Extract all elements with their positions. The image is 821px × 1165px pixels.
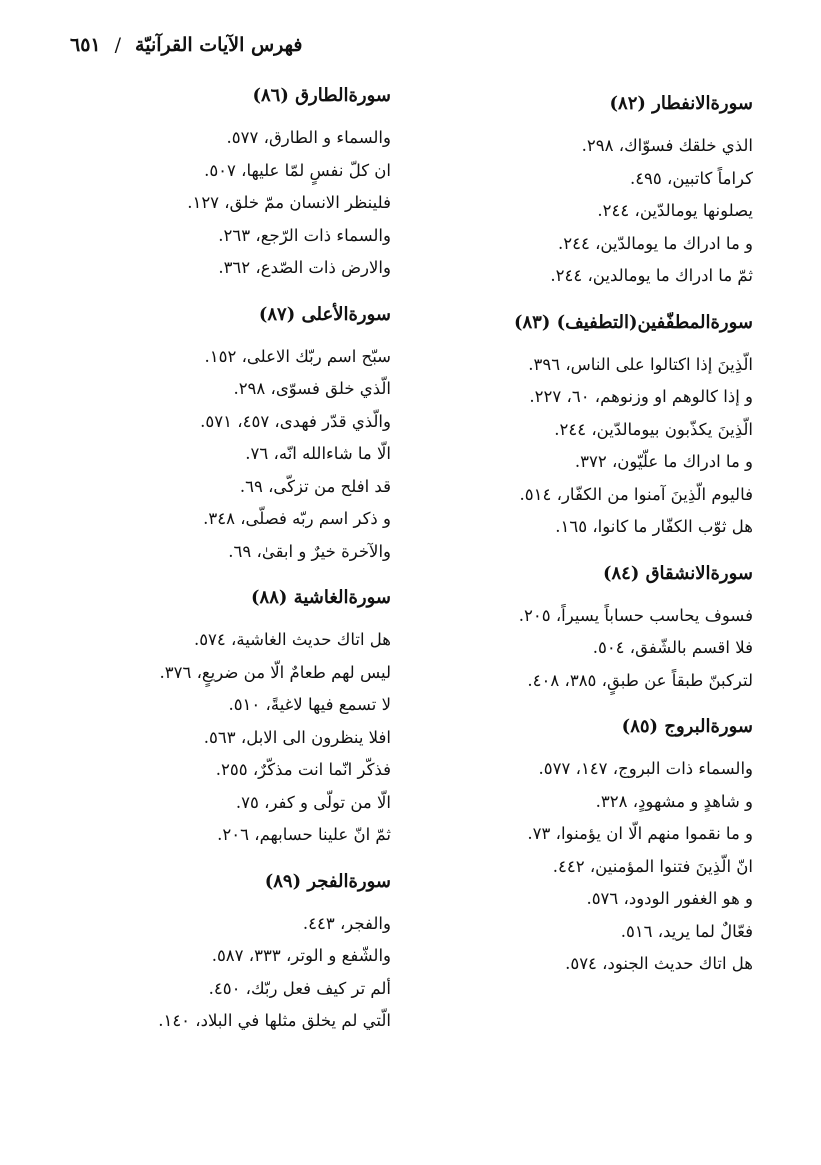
- verse-entry: الّا من تولّى و كفر، ٧٥.: [235, 792, 391, 812]
- verse-entry: ثمّ ما ادراك ما يومالدين، ٢٤٤.: [550, 266, 753, 285]
- left-column: [101, 80, 391, 1052]
- verse-entry: ثمّ انّ علينا حسابهم، ٢٠٦.: [217, 825, 391, 844]
- verse-entry: والشّفع و الوتر، ٣٣٣، ٥٨٧.: [211, 946, 391, 965]
- verse-entry: فاليوم الّذِينَ آمنوا من الكفّار، ٥١٤.: [519, 484, 753, 504]
- verse-entry: الّتي لم يخلق مثلها في البلاد، ١٤٠.: [158, 1011, 391, 1030]
- verse-entry: الّذِينَ يكذّبون بيومالدّين، ٢٤٤.: [554, 419, 753, 439]
- verse-entry: الّا ما شاءالله انّه، ٧٦.: [245, 444, 391, 463]
- surah-title: سورةالانشقاق (٨٤): [602, 562, 753, 584]
- verse-entry: هل اتاك حديث الغاشية، ٥٧٤.: [193, 630, 391, 649]
- verse-entry: قد افلح من تزكّى، ٦٩.: [239, 476, 391, 496]
- surah-section: [101, 299, 391, 569]
- verse-entry: و شاهدٍ و مشهودٍ، ٣٢٨.: [595, 791, 753, 811]
- verse-entry: لا تسمع فيها لاغيةً، ٥١٠.: [228, 695, 391, 714]
- surah-title: سورةالانفطار (٨٢): [609, 93, 753, 114]
- surah-section: [101, 80, 391, 285]
- surah-title: سورةالبروج (٨٥): [621, 716, 753, 737]
- verse-entry: فذكّر انّما انت مذكّرٌ، ٢٥٥.: [215, 760, 391, 779]
- verse-entry: و ما ادراك ما يومالدّين، ٢٤٤.: [558, 233, 753, 253]
- verse-entry: فلينظر الانسان ممّ خلق، ١٢٧.: [187, 193, 391, 212]
- verse-entry: و ذكر اسم ربّه فصلّى، ٣٤٨.: [203, 509, 391, 528]
- verse-entry: والسماء ذات البروج، ١٤٧، ٥٧٧.: [538, 759, 753, 778]
- verse-entry: سبّح اسم ربّك الاعلى، ١٥٢.: [204, 346, 391, 366]
- surah-title: سورةالفجر (٨٩): [264, 870, 391, 892]
- surah-section: [453, 558, 753, 698]
- verse-entry: هل ثوّب الكفّار ما كانوا، ١٦٥.: [555, 517, 753, 536]
- verse-entry: والّذي قدّر فهدى، ٤٥٧، ٥٧١.: [200, 411, 391, 431]
- page-number: ٦٥١: [70, 34, 101, 56]
- verse-entry: والآخرة خيرٌ و ابقىٰ، ٦٩.: [228, 541, 391, 561]
- header-separator: /: [114, 34, 122, 56]
- surah-section: [101, 866, 391, 1038]
- verse-entry: الذي خلقك فسوّاك، ٢٩٨.: [581, 136, 753, 155]
- verse-entry: والارض ذات الصّدع، ٣٦٢.: [218, 258, 391, 277]
- verse-entry: فعّالٌ لما يريد، ٥١٦.: [620, 921, 753, 941]
- surah-title: سورةالمطفّفين(التطفيف) (٨٣): [513, 311, 753, 333]
- verse-entry: انّ الّذِينَ فتنوا المؤمنين، ٤٤٢.: [552, 856, 753, 876]
- page-header: [70, 34, 750, 56]
- verse-entry: لتركبنّ طبقاً عن طبقٍ، ٣٨٥، ٤٠٨.: [527, 670, 753, 690]
- verse-entry: و ما ادراك ما علّيّون، ٣٧٢.: [574, 452, 753, 471]
- verse-entry: ان كلّ نفسٍ لمّا عليها، ٥٠٧.: [204, 160, 391, 180]
- verse-entry: و إذا كالوهم او وزنوهم، ٦٠، ٢٢٧.: [529, 387, 753, 406]
- surah-title: سورةالغاشية (٨٨): [251, 587, 391, 608]
- right-column: [453, 88, 753, 995]
- surah-section: [101, 582, 391, 852]
- verse-entry: فسوف يحاسب حساباً يسيراً، ٢٠٥.: [518, 605, 753, 625]
- surah-title: سورةالأعلى (٨٧): [258, 303, 391, 325]
- verse-entry: والسماء و الطارق، ٥٧٧.: [226, 128, 391, 147]
- verse-entry: فلا اقسم بالشّفق، ٥٠٤.: [592, 638, 753, 657]
- verse-entry: والسماء ذات الرّجع، ٢٦٣.: [218, 225, 391, 245]
- surah-title: سورةالطارق (٨٦): [252, 85, 391, 106]
- verse-entry: الّذي خلق فسوّى، ٢٩٨.: [233, 379, 391, 398]
- verse-entry: و هو الغفور الودود، ٥٧٦.: [586, 889, 753, 908]
- verse-entry: والفجر، ٤٤٣.: [302, 913, 391, 933]
- verse-entry: الّذِينَ إذا اكتالوا على الناس، ٣٩٦.: [528, 354, 753, 374]
- verse-entry: كراماً كاتبين، ٤٩٥.: [629, 168, 753, 188]
- surah-section: [453, 88, 753, 293]
- header-title: فهرس الآيات القرآنيّة: [135, 34, 303, 56]
- verse-entry: هل اتاك حديث الجنود، ٥٧٤.: [565, 954, 753, 973]
- verse-entry: يصلونها يومالدّين، ٢٤٤.: [597, 201, 753, 220]
- verse-entry: ألم تر كيف فعل ربّك، ٤٥٠.: [208, 978, 391, 998]
- surah-section: [453, 711, 753, 981]
- verse-entry: و ما نقموا منهم الّا ان يؤمنوا، ٧٣.: [527, 824, 753, 843]
- surah-section: [453, 307, 753, 544]
- verse-entry: افلا ينظرون الى الابل، ٥٦٣.: [203, 727, 391, 747]
- verse-entry: ليس لهم طعامٌ الّا من ضريعٍ، ٣٧٦.: [159, 662, 391, 682]
